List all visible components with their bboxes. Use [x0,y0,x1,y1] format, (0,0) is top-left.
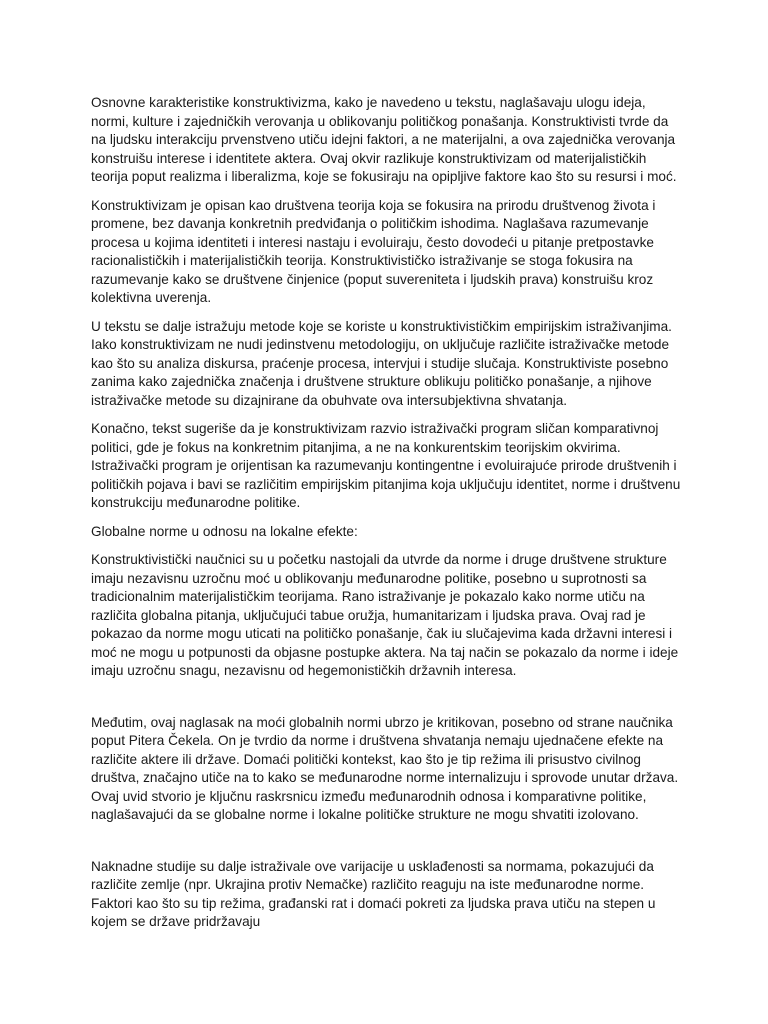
paragraph-research-methods: U tekstu se dalje istražuju metode koje se koriste u konstruktivističkim empirijskim istraživanjima. Iako konstruktivizam ne nudi jedinstvenu metodologiju, on uključuje različite istraživačke metode kao što su analiza diskursa, praćenje procesa, intervjui i studije slučaja. Konstruktiviste posebno zanima kako zajednička značenja i društvene strukture oblikuju političko ponašanje, a njihove istraživačke metode su dizajnirane da obuhvate ova intersubjektivna shvatanja. [91,318,672,408]
paragraph-research-program: Konačno, tekst sugeriše da je konstruktivizam razvio istraživački program sličan komparativnoj politici, gde je fokus na konkretnim pitanjima, a ne na konkurentskim teorijskim okvirima. Istraživački program je orijentisan ka razumevanju kontingentne i evoluirajuće prirode društvenih i političkih pojava i bavi se različitim empirijskim pitanjima koja uključuju identitet, norme i društvenu konstrukciju međunarodne politike. [91,421,681,510]
paragraph-causal-power-of-norms: Konstruktivistički naučnici su u početku nastojali da utvrde da norme i druge društvene strukture imaju nezavisnu uzročnu moć u oblikovanju međunarodne politike, posebno u suprotnosti sa tradicionalnim materijalističkim teorijama. Rano istraživanje je pokazalo kako norme utiču na različita globalna pitanja, uključujući tabue oružja, humanitarizam i ljudska prava. Ovaj rad je pokazao da norme mogu uticati na političko ponašanje, čak iu slučajevima kada državni interesi i moć ne mogu u potpunosti da objasne postupke aktera. Na taj način se pokazalo da norme i ideje imaju uzročnu snagu, nezavisnu od hegemonističkih državnih interesa. [91,552,679,678]
paragraph-social-theory: Konstruktivizam je opisan kao društvena teorija koja se fokusira na prirodu društvenog života i promene, bez davanja konkretnih predviđanja o političkim ishodima. Naglašava razumevanje procesa u kojima identiteti i interesi nastaju i evoluiraju, često dovodeći u pitanje pretpostavke racionalističkih i materijalističkih teorija. Konstruktivističko istraživanje se stoga fokusira na razumevanje kako se društvene činjenice (poput suvereniteta i ljudskih prava) konstruišu kroz kolektivna uverenja. [91,197,656,305]
section-heading-global-norms: Globalne norme u odnosu na lokalne efekte: [91,523,358,539]
document-body [91,94,681,942]
paragraph-constructivism-characteristics: Osnovne karakteristike konstruktivizma, kako je navedeno u tekstu, naglašavaju ulogu ideja, normi, kulture i zajedničkih verovanja u oblikovanju političkog ponašanja. Konstruktivisti tvrde da na ljudsku interakciju prvenstveno utiču idejni faktori, a ne materijalni, a ova zajednička verovanja konstruišu interese i identitete aktera. Ovaj okvir razlikuje konstruktivizam od materijalističkih teorija poput realizma i liberalizma, koje se fokusiraju na opipljive faktore kao što su resursi i moć. [91,95,677,184]
paragraph-subsequent-studies: Naknadne studije su dalje istraživale ove varijacije u usklađenosti sa normama, pokazujući da različite zemlje (npr. Ukrajina protiv Nemačke) različito reaguju na iste međunarodne norme. Faktori kao što su tip režima, građanski rat i domaći pokreti za ljudska prava utiču na stepen u kojem se države pridržavaju [91,858,656,929]
paragraph-checkel-critique: Međutim, ovaj naglasak na moći globalnih normi ubrzo je kritikovan, posebno od strane naučnika poput Pitera Čekela. On je tvrdio da norme i društvena shvatanja nemaju ujednačene efekte na različite aktere ili države. Domaći politički kontekst, kao što je tip režima ili prisustvo civilnog društva, značajno utiče na to kako se međunarodne norme internalizuju i sprovode unutar država. Ovaj uvid stvorio je ključnu raskrsnicu između međunarodnih odnosa i komparativne politike, naglašavajući da se globalne norme i lokalne političke strukture ne mogu shvatiti izolovano. [91,714,679,822]
